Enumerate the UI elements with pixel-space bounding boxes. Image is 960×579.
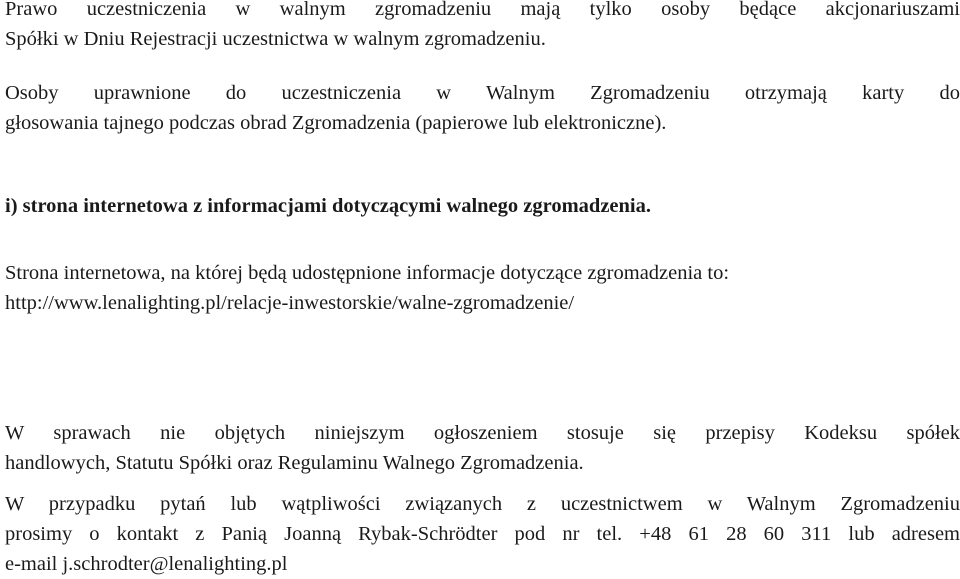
paragraph-participation-right	[5, 0, 960, 54]
text-line: W przypadku pytań lub wątpliwości związanych z uczestnictwem w Walnym Zgromadzeniu	[5, 493, 960, 515]
text-line: handlowych, Statutu Spółki oraz Regulaminu Walnego Zgromadzenia.	[5, 452, 584, 474]
section-heading	[5, 191, 960, 221]
text-line: Prawo uczestniczenia w walnym zgromadzeniu mają tylko osoby będące akcjonariuszami	[5, 0, 960, 20]
paragraph-legal-basis	[5, 418, 960, 478]
paragraph-contact	[5, 489, 960, 579]
text-line: Spółki w Dniu Rejestracji uczestnictwa w walnym zgromadzeniu.	[5, 28, 546, 50]
text-line: e-mail j.schrodter@lenalighting.pl	[5, 553, 288, 575]
text-line: Osoby uprawnione do uczestniczenia w Walnym Zgromadzeniu otrzymają karty do	[5, 82, 960, 104]
text-line: prosimy o kontakt z Panią Joanną Rybak-Schrödter pod nr tel. +48 61 28 60 311 lub adresem	[5, 523, 960, 545]
paragraph-website	[5, 258, 960, 318]
paragraph-voting-cards	[5, 78, 960, 138]
heading-text: i) strona internetowa z informacjami dotyczącymi walnego zgromadzenia.	[5, 195, 652, 217]
website-link[interactable]: http://www.lenalighting.pl/relacje-inwestorskie/walne-zgromadzenie/	[5, 292, 575, 314]
text-line: Strona internetowa, na której będą udostępnione informacje dotyczące zgromadzenia to:	[5, 262, 730, 284]
text-line: głosowania tajnego podczas obrad Zgromadzenia (papierowe lub elektroniczne).	[5, 112, 667, 134]
text-line: W sprawach nie objętych niniejszym ogłoszeniem stosuje się przepisy Kodeksu spółek	[5, 422, 960, 444]
